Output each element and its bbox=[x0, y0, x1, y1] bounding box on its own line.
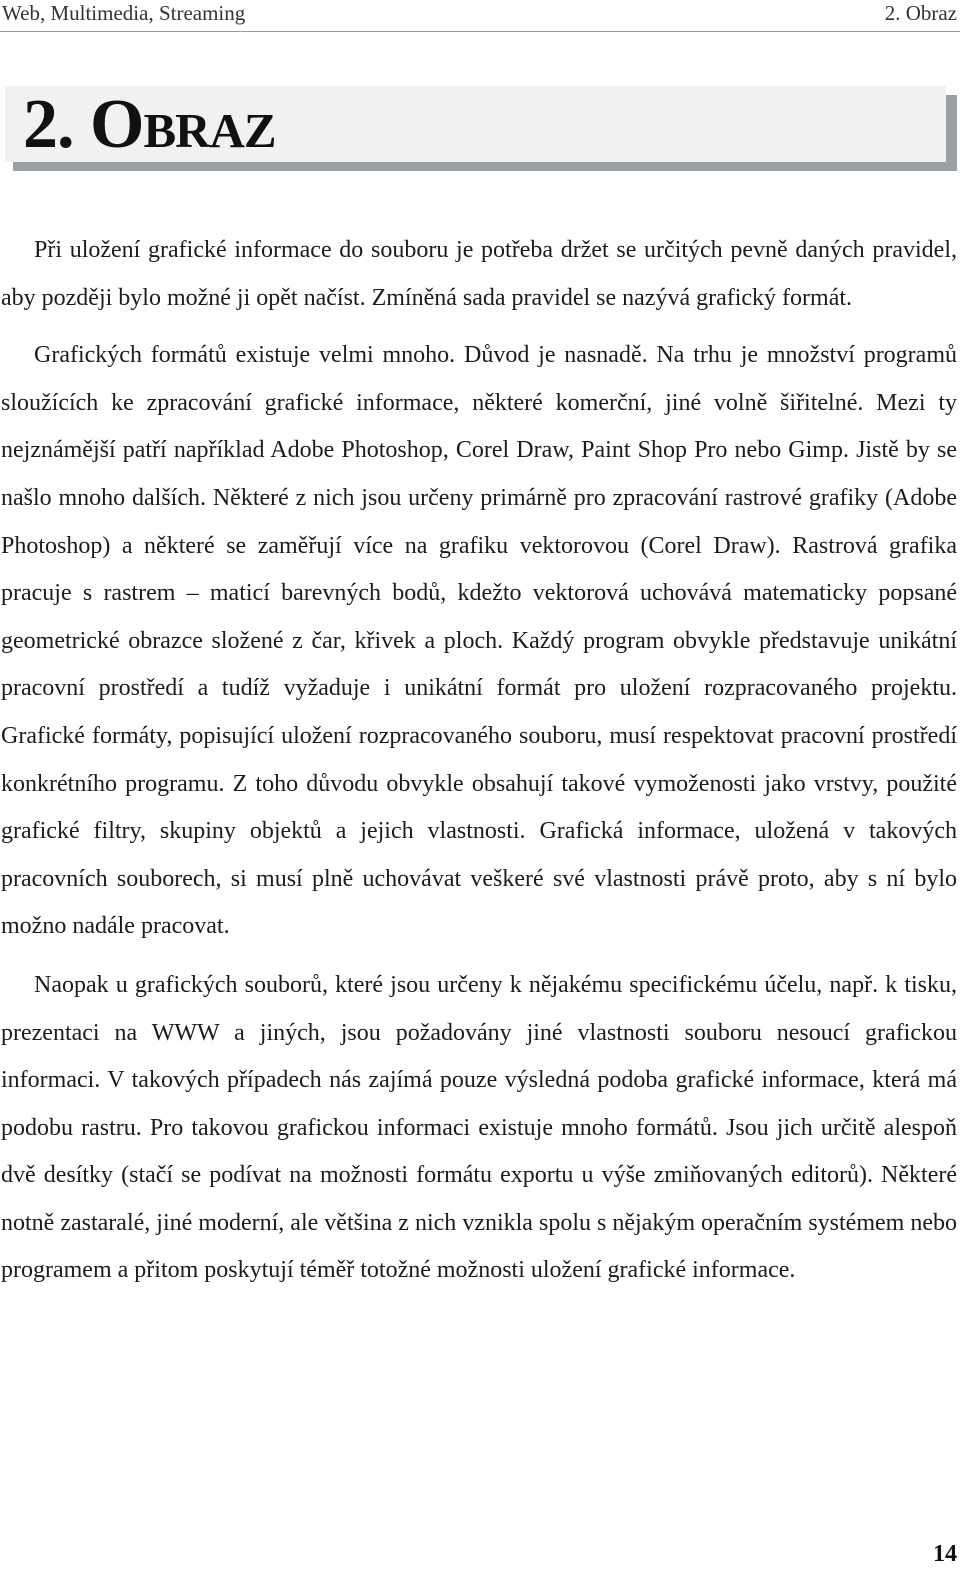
header-publication-title: Web, Multimedia, Streaming bbox=[2, 1, 246, 25]
running-header bbox=[0, 0, 960, 32]
body-text bbox=[1, 227, 957, 1295]
page-number: 14 bbox=[933, 1541, 957, 1567]
header-chapter-title: 2. Obraz bbox=[884, 1, 957, 25]
chapter-title-box bbox=[5, 86, 946, 162]
paragraph-intro: Při uložení grafické informace do souboru je potřeba držet se určitých pevně daných pravidel, aby později bylo možné ji opět načíst. Zmíněná sada pravidel se nazývá grafický formát. bbox=[1, 237, 957, 311]
chapter-title: 2. Obraz bbox=[23, 86, 276, 163]
paragraph-formats: Grafických formátů existuje velmi mnoho. Důvod je nasnadě. Na trhu je množství programů sloužících ke zpracování grafické informace, některé komerční, jiné volně šiřitelné. Mezi ty nejznámější patří například Adobe Photoshop, Corel Draw, Paint Shop Pro nebo Gimp. Jistě by se našlo mnoho dalších. Některé z nich jsou určeny primárně pro zpracování rastrové grafiky (Adobe Photoshop) a některé se zaměřují více na grafiku vektorovou (Corel Draw). Rastrová grafika pracuje s rastrem – maticí barevných bodů, kdežto vektorová uchovává matematicky popsané geometrické obrazce složené z čar, křivek a ploch. Každý program obvykle představuje unikátní pracovní prostředí a tudíž vyžaduje i unikátní formát pro uložení rozpracovaného projektu. Grafické formáty, popisující uložení rozpracovaného souboru, musí respektovat pracovní prostředí konkrétního programu. Z toho důvodu obvykle obsahují takové vymoženosti jako vrstvy, použité grafické filtry, skupiny objektů a jejich vlastnosti. Grafická informace, uložená v takových pracovních souborech, si musí plně uchovávat veškeré své vlastnosti právě proto, aby s ní bylo možno nadále pracovat. bbox=[1, 342, 957, 940]
paragraph-raster-formats: Naopak u grafických souborů, které jsou určeny k nějakému specifickému účelu, např. k tisku, prezentaci na WWW a jiných, jsou požadovány jiné vlastnosti souboru nesoucí grafickou informaci. V takových případech nás zajímá pouze výsledná podoba grafické informace, která má podobu rastru. Pro takovou grafickou informaci existuje mnoho formátů. Jsou jich určitě alespoň dvě desítky (stačí se podívat na možnosti formátu exportu u výše zmiňovaných editorů). Některé notně zastaralé, jiné moderní, ale většina z nich vznikla spolu s nějakým operačním systémem nebo programem a přitom poskytují téměř totožné možnosti uložení grafické informace. bbox=[1, 971, 957, 1284]
